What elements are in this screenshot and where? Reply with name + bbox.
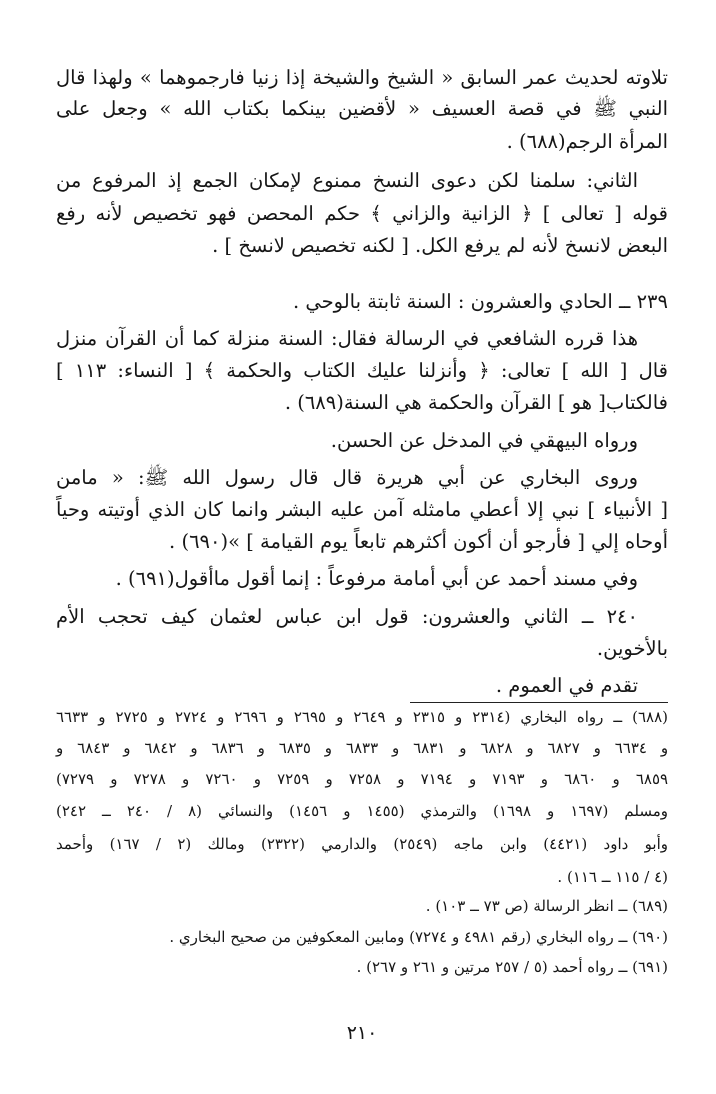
footnote-line: (٦٨٨) ــ رواه البخاري (٢٣١٤ و ٢٣١٥ و ٢٦٤٩ و ٢٦٩٥ و ٢٦٩٦ و ٢٧٢٤ و ٢٧٢٥ و ٦٦٣٣ — [56, 708, 669, 726]
body-line: فالكتاب[ هو ] القرآن والحكمة هي السنة(٦٨٩) . — [284, 391, 668, 414]
section-heading: ٢٣٩ ــ الحادي والعشرون : السنة ثابتة بالوحي . — [292, 290, 668, 313]
body-line: الثاني: سلمنا لكن دعوى النسخ ممنوع لإمكان الجمع إذ المرفوع من — [56, 169, 638, 192]
footnote-line: (٦٨٩) ــ انظر الرسالة (ص ٧٣ ــ ١٠٣) . — [425, 897, 668, 915]
body-line: بالأخوين. — [596, 637, 668, 660]
body-line: المرأة الرجم(٦٨٨) . — [506, 130, 668, 153]
body-line: وروى البخاري عن أبي هريرة قال قال رسول الله ﷺ: « مامن — [56, 466, 638, 489]
body-line: أوحاه إلي [ فأرجو أن أكون أكثرهم تابعاً يوم القيامة ] »(٦٩٠) . — [169, 530, 668, 553]
footnote-line: ٦٨٥٩ و ٦٨٦٠ و ٧١٩٣ و ٧١٩٤ و ٧٢٥٨ و ٧٢٥٩ و ٧٢٦٠ و ٧٢٧٨ و ٧٢٧٩) — [56, 770, 669, 788]
footnote-line: و ٦٦٣٤ و ٦٨٢٧ و ٦٨٢٨ و ٦٨٣١ و ٦٨٣٣ و ٦٨٣٥ و ٦٨٣٦ و ٦٨٤٢ و ٦٨٤٣ و — [56, 739, 669, 757]
body-line: قوله [ تعالى ] ﴿ الزانية والزاني ﴾ حكم المحصن فهو تخصيص لأنه رفع — [56, 202, 668, 225]
body-line: البعض لانسخ لأنه لم يرفع الكل. [ لكنه تخصيص لانسخ ] . — [212, 234, 668, 257]
body-line: [ الأنبياء ] نبي إلا أعطي مامثله آمن عليه البشر وانما كان الذي أوتيته وحياً — [56, 498, 668, 521]
body-line: هذا قرره الشافعي في الرسالة فقال: السنة منزلة كما أن القرآن منزل — [56, 327, 638, 350]
body-line: وفي مسند أحمد عن أبي أمامة مرفوعاً : إنما أقول ماأقول(٦٩١) . — [115, 567, 638, 590]
footnote-separator — [410, 702, 668, 703]
body-line: تقدم في العموم . — [495, 674, 638, 697]
footnote-line: (٤ / ١١٥ ــ ١١٦) . — [557, 868, 668, 886]
body-line: ورواه البيهقي في المدخل عن الحسن. — [330, 429, 638, 452]
footnote-line: وأبو داود (٤٤٢١) وابن ماجه (٢٥٤٩) والدارمي (٢٣٢٢) ومالك (٢ / ١٦٧) وأحمد — [56, 835, 668, 853]
section-heading: ٢٤٠ ــ الثاني والعشرون: قول ابن عباس لعثمان كيف تحجب الأم — [56, 605, 638, 628]
footnote-line: (٦٩١) ــ رواه أحمد (٥ / ٢٥٧ مرتين و ٢٦١ و ٢٦٧) . — [356, 958, 668, 976]
body-line: قال [ الله ] تعالى: ﴿ وأنزلنا عليك الكتاب والحكمة ﴾ [ النساء: ١١٣ ] — [56, 359, 668, 382]
footnote-line: ومسلم (١٦٩٧ و ١٦٩٨) والترمذي (١٤٥٥ و ١٤٥٦) والنسائي (٨ / ٢٤٠ ــ ٢٤٢) — [56, 802, 669, 820]
page-number: ٢١٠ — [346, 1022, 378, 1044]
body-line: النبي ﷺ في قصة العسيف « لأقضين بينكما بكتاب الله » وجعل على — [56, 97, 668, 120]
body-line: تلاوته لحديث عمر السابق « الشيخ والشيخة إذا زنيا فارجموهما » ولهذا قال — [56, 66, 668, 89]
footnote-line: (٦٩٠) ــ رواه البخاري (رقم ٤٩٨١ و ٧٢٧٤) ومابين المعكوفين من صحيح البخاري . — [169, 928, 668, 946]
